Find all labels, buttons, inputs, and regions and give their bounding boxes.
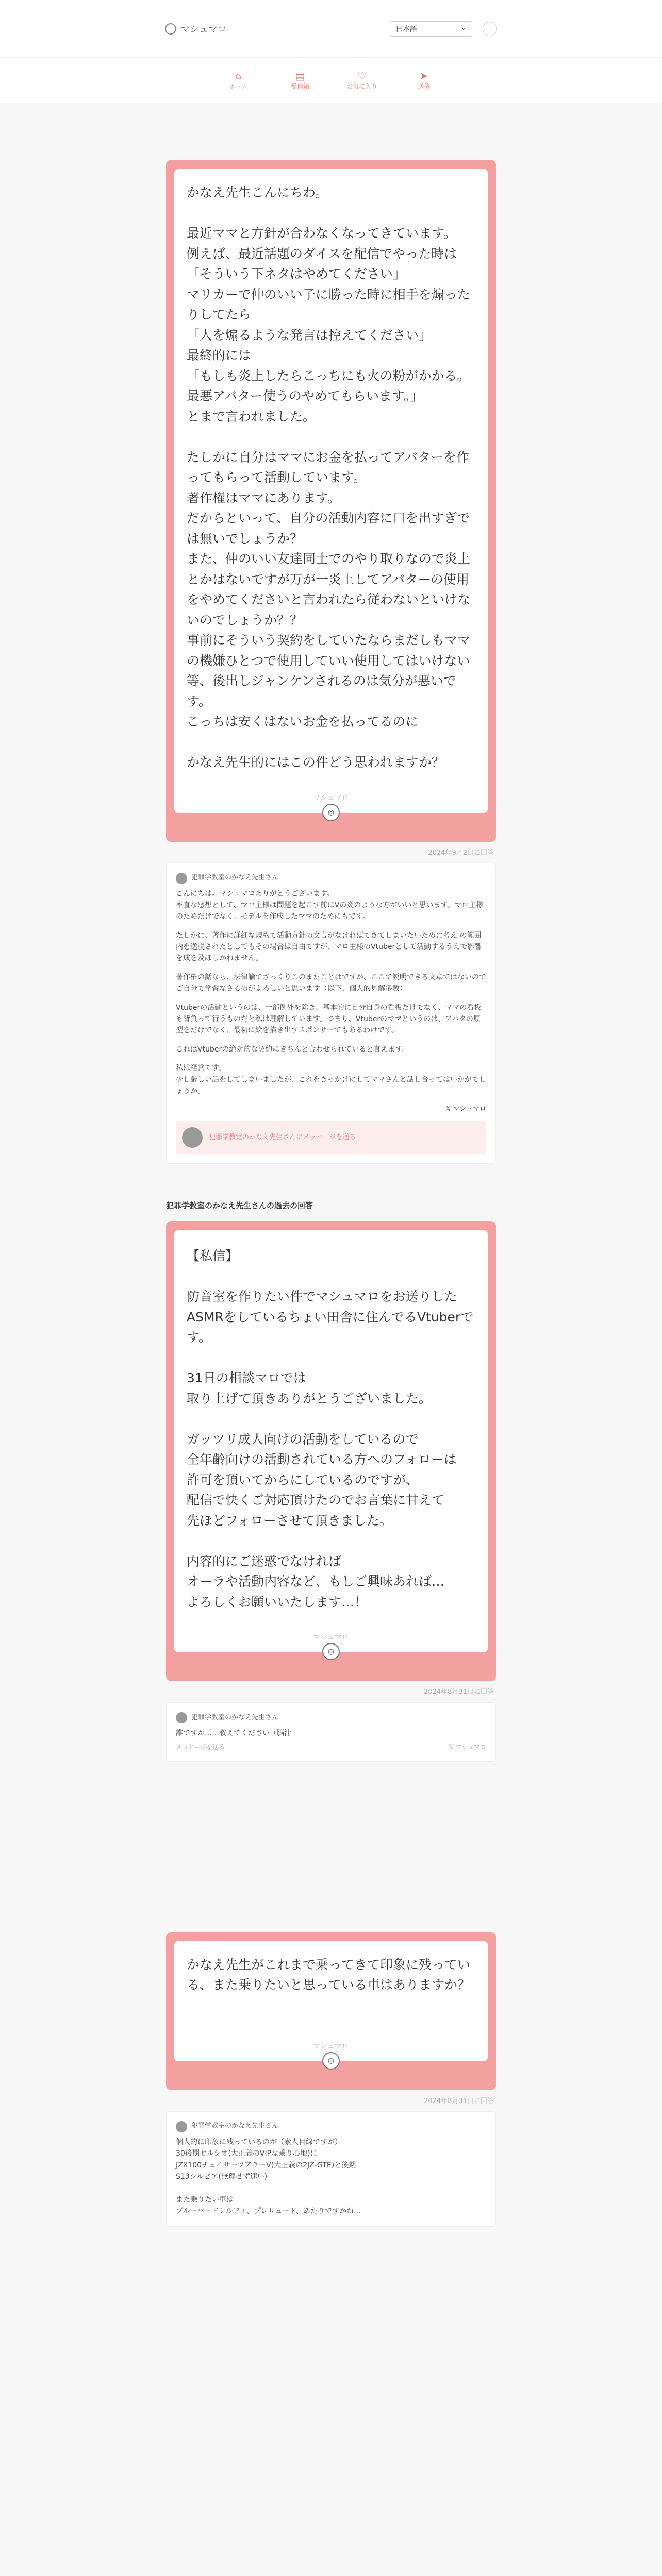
answerer-avatar <box>176 2121 187 2132</box>
answer-date: 2024年8月31日に回答 <box>424 2097 494 2105</box>
answer-text: こんにちは。マシュマロありがとうございます。 率直な感想として、マロ主様は問題を起こす前にVの炎のような方がいいと思います。マロ主様のためだけでなく、モデルを作成したママのためにもです。 たしかに、著作に詳細な規約で活動方針の文言がなければできてしまいたいために考え の範囲内を逸脱されたとしてもその場合は自由ですが、マロ主様のVtuberとして活動するうえで影響を成を及ぼしかねません。 著作権の話なら、法律論でざっくりこのまたことはですが、ここで説明できる文章ではないのでご自分で学習なさるのがよろしいと思います（以下、個人的見解多数） Vtuberの活動というのは、一部例外を除き、基本的に自分自身の看板だけでなく、ママの看板も背負って行うものだと私は理解しています。つまり、Vtuberのママというのは、アバタの原型をだけでなく、最初に絵を描き出すスポンサーでもあるわけです。 これはVtuberの絶対的な契約にきちんと合わせられていると言えます。 私は経営です。 少し厳しい話をしてしまいましたが、これをきっかけにしてママさんと話し合ってはいかがでしょうか。 <box>176 889 486 1095</box>
x-icon: 𝕏 <box>445 1105 453 1113</box>
answer-box <box>166 2111 496 2227</box>
message-letter <box>166 1932 496 2090</box>
message-letter <box>166 1221 496 1681</box>
user-avatar[interactable] <box>483 22 497 36</box>
main-nav <box>0 58 662 103</box>
message-text: かなえ先生こんにちわ。 最近ママと方針が合わなくなってきています。 例えば、最近話題のダイスを配信でやった時は 「そういう下ネタはやめてください」 マリカーで仲のいい子に勝った時に相手を煽ったりしてたら 「人を煽るような発言は控えてください」 最終的には 「もしも炎上したらこっちにも火の粉がかかる。最悪アバター使うのやめてもらいます。」 とまで言われました。 たしかに自分はママにお金を払ってアバターを作ってもらって活動しています。 著作権はママにあります。 だからといって、自分の活動内容に口を出すぎでは無いでしょうか？ また、仲のいい友達同士でのやり取りなので炎上とかはないですが万が一炎上してアバターの使用をやめてくださいと言われたら従わないといけないのでしょうか？？ 事前にそういう契約をしていたならまだしもママの機嫌ひとつで使用していい使用してはいけない等、後出しジャンケンされるのは気分が悪いです。 こっちは安くはないお金を払ってるのに かなえ先生的にはこの件どう思われますか？ <box>174 169 488 793</box>
marshmallow-card <box>166 1221 496 1762</box>
answerer-avatar <box>176 1712 187 1723</box>
seal-icon: ◎ <box>322 2052 340 2070</box>
answer-date: 2024年8月31日に回答 <box>424 1688 494 1697</box>
message-letter <box>166 160 496 842</box>
answer-box <box>166 863 496 1164</box>
top-bar <box>0 0 662 58</box>
answer-text: 個人的に印象に残っているのが（素人目線ですが） 30後期セルシオ(大正義のVIPな乗り心地)に JZX100チェイサーツアラーV(大正義の2JZ-GTE)と後期 S13シルビア(無理せず速い) また乗りたい車は ブルーバードシルフィ、プレリュード、あたりですかね… <box>176 2138 361 2216</box>
answerer-name: 犯罪学教室のかなえ先生さん <box>191 1713 279 1721</box>
answer-actions <box>176 1742 486 1752</box>
marshmallow-logo-icon <box>165 23 176 35</box>
answer-text: 誰ですか……教えてください（脳汁 <box>176 1729 291 1738</box>
send-message-row[interactable] <box>176 1121 486 1154</box>
reply-link[interactable]: メッセージを送る <box>176 1743 225 1751</box>
letter-brand: マシュマロ <box>174 1626 488 1652</box>
nav-send[interactable]: ➤ 送信 <box>417 70 430 90</box>
answer-box <box>166 1702 496 1762</box>
answerer-name: 犯罪学教室のかなえ先生さん <box>191 2122 279 2130</box>
answer-date: 2024年9月2日に回答 <box>428 849 494 857</box>
app-logo[interactable] <box>165 22 227 36</box>
nav-favorite[interactable]: ♡ お気に入り <box>346 70 377 90</box>
share-button[interactable]: 𝕏 マシュマロ <box>176 1104 486 1115</box>
marshmallow-card <box>166 1932 496 2227</box>
nav-home[interactable]: ⌂ ホーム <box>228 70 247 90</box>
answerer-avatar-large <box>182 1127 203 1148</box>
letter-brand: マシュマロ <box>174 2036 488 2061</box>
answerer[interactable] <box>176 2121 486 2132</box>
language-select[interactable]: 日本語 ⌄ <box>390 21 472 37</box>
home-icon: ⌂ <box>235 70 242 82</box>
app-name: マシュマロ <box>180 24 227 35</box>
nav-inbox[interactable]: ▤ 受信箱 <box>290 70 309 90</box>
message-text: 【私信】 防音室を作りたい件でマシュマロをお送りしたASMRをしているちょい田舎に住んでるVtuberです。 31日の相談マロでは 取り上げて頂きありがとうございました。 ガッツリ成人向けの活動をしているので 全年齢向けの活動されている方へのフォローは 許可を頂いてからにしているのですが、 配信で快くご対応頂けたのでお言葉に甘えて 先ほどフォローさせて頂きました。 内容的にご迷惑でなければ オーラや活動内容など、もしご興味あれば… よろしくお願いいたします…！ <box>174 1230 488 1633</box>
answerer-name: 犯罪学教室のかなえ先生さん <box>191 874 279 882</box>
marshmallow-card <box>166 160 496 1164</box>
send-message-label: 犯罪学教室のかなえ先生さんにメッセージを送る <box>209 1133 356 1142</box>
share-button[interactable]: 𝕏 マシュマロ <box>448 1743 486 1751</box>
message-text: かなえ先生がこれまで乗ってきて印象に残っている、また乗りたいと思っている車はありますか？ <box>174 1941 488 2042</box>
answerer[interactable] <box>176 1712 486 1723</box>
answerer[interactable] <box>176 873 486 884</box>
chevron-down-icon: ⌄ <box>460 23 467 32</box>
seal-icon: ◎ <box>322 804 340 821</box>
seal-icon: ◎ <box>322 1643 340 1660</box>
past-answers-title: 犯罪学教室のかなえ先生さんの過去の回答 <box>166 1201 313 1211</box>
inbox-icon: ▤ <box>295 70 305 82</box>
favorite-icon: ♡ <box>357 70 367 82</box>
answerer-avatar <box>176 873 187 884</box>
letter-brand: マシュマロ <box>174 787 488 813</box>
send-icon: ➤ <box>419 70 428 82</box>
